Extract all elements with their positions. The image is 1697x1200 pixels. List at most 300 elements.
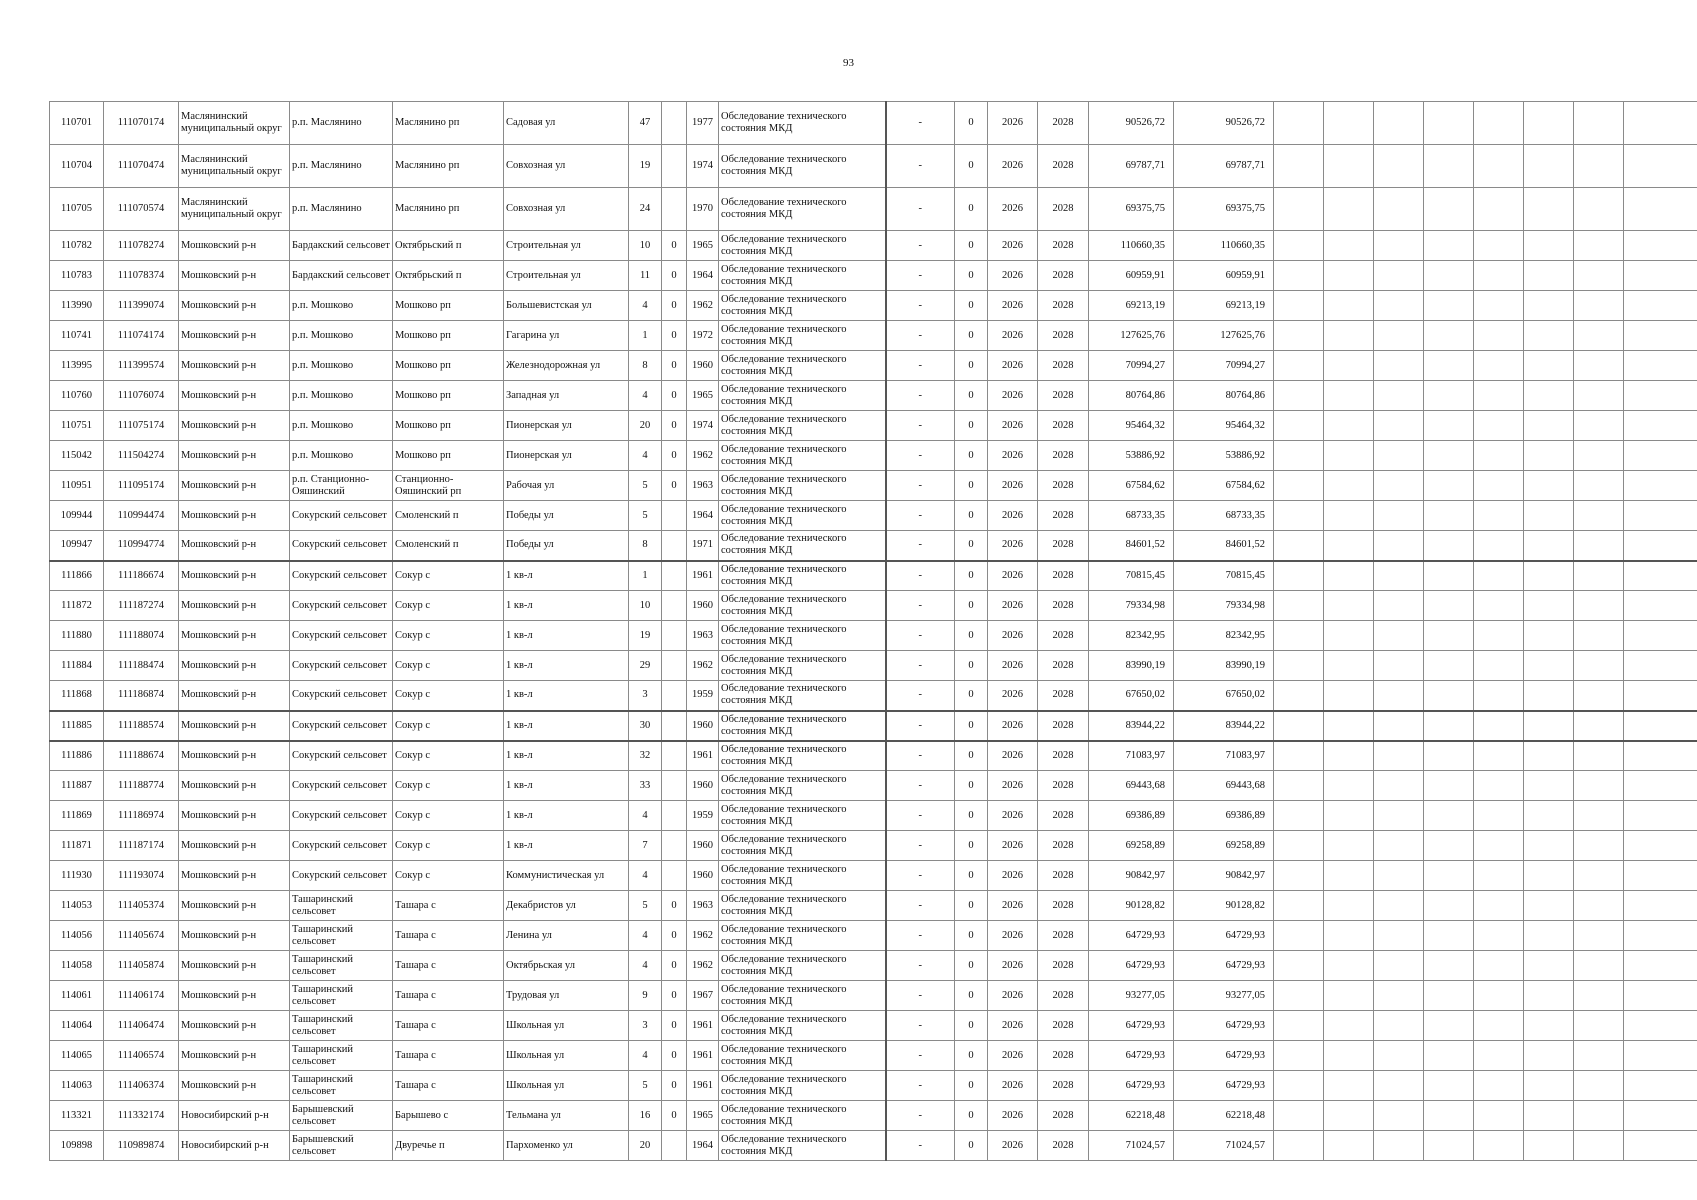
cell-empty [1374, 831, 1424, 861]
cell-empty [1274, 621, 1324, 651]
cell-dash: - [886, 188, 955, 231]
table-row [50, 501, 1697, 531]
cell-empty [1324, 501, 1374, 531]
cell-year: 1970 [687, 188, 719, 231]
cell-empty [1574, 231, 1624, 261]
cell-settlement: Сокурский сельсовет [290, 771, 393, 801]
cell-house: 29 [629, 651, 662, 681]
cell-house: 10 [629, 231, 662, 261]
cell-empty [1374, 801, 1424, 831]
cell-empty [1324, 1131, 1374, 1161]
cell-korpus [662, 621, 687, 651]
cell-street: Пархоменко ул [504, 1131, 629, 1161]
cell-locality: Мошково рп [393, 381, 504, 411]
cell-empty [1424, 501, 1474, 531]
cell-year-start: 2026 [988, 831, 1038, 861]
cell-empty [1274, 471, 1324, 501]
cell-empty [1574, 411, 1624, 441]
cell-work: Обследование технического состояния МКД [719, 771, 886, 801]
cell-year: 1974 [687, 411, 719, 441]
cell-empty [1574, 1131, 1624, 1161]
cell-empty [1274, 1011, 1324, 1041]
cell-empty [1424, 771, 1474, 801]
cell-empty [1624, 291, 1697, 321]
cell-year: 1960 [687, 351, 719, 381]
cell-settlement: Сокурский сельсовет [290, 501, 393, 531]
cell-work: Обследование технического состояния МКД [719, 801, 886, 831]
cell-id: 113321 [50, 1101, 104, 1131]
cell-settlement: Бардакский сельсовет [290, 261, 393, 291]
cell-id: 111871 [50, 831, 104, 861]
table-row [50, 231, 1697, 261]
table-row [50, 891, 1697, 921]
table-row [50, 651, 1697, 681]
cell-zero: 0 [955, 921, 988, 951]
cell-year-end: 2028 [1038, 801, 1089, 831]
cell-locality: Мошково рп [393, 321, 504, 351]
cell-street: Пионерская ул [504, 441, 629, 471]
cell-locality: Мошково рп [393, 441, 504, 471]
cell-cost: 69258,89 [1089, 831, 1174, 861]
cell-year: 1962 [687, 441, 719, 471]
cell-empty [1474, 291, 1524, 321]
cell-empty [1424, 591, 1474, 621]
cell-zero: 0 [955, 741, 988, 771]
cell-empty [1524, 561, 1574, 591]
table-row [50, 1101, 1697, 1131]
cell-work: Обследование технического состояния МКД [719, 351, 886, 381]
cell-empty [1524, 188, 1574, 231]
cell-locality: Сокур с [393, 561, 504, 591]
cell-empty [1524, 471, 1574, 501]
table-row [50, 801, 1697, 831]
cell-empty [1374, 891, 1424, 921]
cell-year-end: 2028 [1038, 561, 1089, 591]
cell-code: 111187274 [104, 591, 179, 621]
cell-year: 1972 [687, 321, 719, 351]
cell-district: Мошковский р-н [179, 591, 290, 621]
cell-year-end: 2028 [1038, 531, 1089, 561]
cell-street: 1 кв-л [504, 561, 629, 591]
cell-year-end: 2028 [1038, 411, 1089, 441]
cell-empty [1474, 1071, 1524, 1101]
cell-empty [1424, 351, 1474, 381]
cell-work: Обследование технического состояния МКД [719, 1071, 886, 1101]
cell-empty [1274, 741, 1324, 771]
cell-zero: 0 [955, 1071, 988, 1101]
cell-district: Мошковский р-н [179, 681, 290, 711]
cell-cost: 110660,35 [1089, 231, 1174, 261]
cell-zero: 0 [955, 471, 988, 501]
cell-code: 111074174 [104, 321, 179, 351]
cell-street: Рабочая ул [504, 471, 629, 501]
cell-house: 5 [629, 501, 662, 531]
cell-id: 114063 [50, 1071, 104, 1101]
cell-street: 1 кв-л [504, 771, 629, 801]
cell-empty [1424, 231, 1474, 261]
cell-empty [1474, 471, 1524, 501]
cell-zero: 0 [955, 891, 988, 921]
cell-empty [1474, 231, 1524, 261]
cell-settlement: р.п. Маслянино [290, 145, 393, 188]
cell-empty [1624, 711, 1697, 741]
cell-code: 111405374 [104, 891, 179, 921]
cell-empty [1424, 1131, 1474, 1161]
cell-district: Мошковский р-н [179, 891, 290, 921]
cell-street: Большевистская ул [504, 291, 629, 321]
cell-empty [1424, 381, 1474, 411]
cell-empty [1274, 261, 1324, 291]
cell-empty [1274, 771, 1324, 801]
cell-empty [1624, 921, 1697, 951]
cell-empty [1374, 621, 1424, 651]
cell-code: 111188074 [104, 621, 179, 651]
cell-street: Победы ул [504, 531, 629, 561]
cell-code: 111078274 [104, 231, 179, 261]
cell-empty [1574, 381, 1624, 411]
cell-id: 110783 [50, 261, 104, 291]
cell-empty [1324, 411, 1374, 441]
cell-empty [1524, 411, 1574, 441]
cell-house: 8 [629, 351, 662, 381]
cell-cost-total: 90128,82 [1174, 891, 1274, 921]
cell-cost-total: 68733,35 [1174, 501, 1274, 531]
cell-year: 1974 [687, 145, 719, 188]
cell-korpus: 0 [662, 441, 687, 471]
cell-empty [1474, 891, 1524, 921]
cell-year-end: 2028 [1038, 381, 1089, 411]
cell-dash: - [886, 801, 955, 831]
cell-empty [1274, 951, 1324, 981]
cell-cost-total: 69787,71 [1174, 145, 1274, 188]
cell-empty [1324, 741, 1374, 771]
cell-year-start: 2026 [988, 591, 1038, 621]
cell-cost-total: 64729,93 [1174, 1011, 1274, 1041]
cell-work: Обследование технического состояния МКД [719, 951, 886, 981]
cell-year: 1961 [687, 741, 719, 771]
cell-empty [1324, 471, 1374, 501]
cell-dash: - [886, 291, 955, 321]
cell-street: Победы ул [504, 501, 629, 531]
cell-empty [1624, 771, 1697, 801]
cell-empty [1274, 561, 1324, 591]
table-row [50, 561, 1697, 591]
table-row [50, 411, 1697, 441]
cell-cost: 82342,95 [1089, 621, 1174, 651]
cell-cost-total: 69213,19 [1174, 291, 1274, 321]
cell-korpus: 0 [662, 471, 687, 501]
cell-empty [1524, 711, 1574, 741]
cell-empty [1424, 621, 1474, 651]
cell-year: 1962 [687, 921, 719, 951]
cell-empty [1524, 771, 1574, 801]
cell-house: 33 [629, 771, 662, 801]
cell-work: Обследование технического состояния МКД [719, 441, 886, 471]
cell-empty [1474, 145, 1524, 188]
cell-work: Обследование технического состояния МКД [719, 261, 886, 291]
cell-house: 5 [629, 891, 662, 921]
cell-street: Ленина ул [504, 921, 629, 951]
cell-korpus: 0 [662, 891, 687, 921]
cell-empty [1374, 411, 1424, 441]
cell-cost-total: 62218,48 [1174, 1101, 1274, 1131]
cell-empty [1524, 681, 1574, 711]
cell-cost-total: 64729,93 [1174, 951, 1274, 981]
cell-zero: 0 [955, 261, 988, 291]
cell-settlement: Сокурский сельсовет [290, 621, 393, 651]
cell-korpus [662, 831, 687, 861]
cell-empty [1624, 831, 1697, 861]
cell-settlement: р.п. Мошково [290, 441, 393, 471]
cell-year-end: 2028 [1038, 1131, 1089, 1161]
cell-cost: 64729,93 [1089, 1011, 1174, 1041]
cell-house: 10 [629, 591, 662, 621]
cell-empty [1524, 1131, 1574, 1161]
cell-empty [1574, 1041, 1624, 1071]
cell-house: 20 [629, 411, 662, 441]
cell-year-end: 2028 [1038, 231, 1089, 261]
cell-house: 47 [629, 102, 662, 145]
cell-settlement: Барышевский сельсовет [290, 1101, 393, 1131]
cell-cost-total: 69386,89 [1174, 801, 1274, 831]
cell-settlement: Сокурский сельсовет [290, 681, 393, 711]
cell-empty [1474, 621, 1524, 651]
cell-empty [1274, 981, 1324, 1011]
cell-zero: 0 [955, 145, 988, 188]
cell-year-start: 2026 [988, 261, 1038, 291]
cell-street: Строительная ул [504, 231, 629, 261]
cell-house: 8 [629, 531, 662, 561]
cell-year-end: 2028 [1038, 1041, 1089, 1071]
cell-street: Совхозная ул [504, 188, 629, 231]
cell-street: 1 кв-л [504, 621, 629, 651]
cell-house: 5 [629, 1071, 662, 1101]
cell-empty [1574, 621, 1624, 651]
cell-cost: 90842,97 [1089, 861, 1174, 891]
cell-id: 111869 [50, 801, 104, 831]
cell-empty [1274, 381, 1324, 411]
cell-district: Мошковский р-н [179, 321, 290, 351]
cell-id: 114065 [50, 1041, 104, 1071]
cell-id: 114056 [50, 921, 104, 951]
cell-empty [1624, 861, 1697, 891]
cell-year: 1961 [687, 1041, 719, 1071]
cell-empty [1574, 831, 1624, 861]
cell-cost-total: 70815,45 [1174, 561, 1274, 591]
cell-district: Маслянинский муниципальный округ [179, 102, 290, 145]
cell-empty [1424, 261, 1474, 291]
cell-id: 111866 [50, 561, 104, 591]
cell-settlement: Барышевский сельсовет [290, 1131, 393, 1161]
cell-empty [1324, 681, 1374, 711]
cell-locality: Ташара с [393, 951, 504, 981]
cell-empty [1474, 651, 1524, 681]
cell-house: 4 [629, 861, 662, 891]
cell-zero: 0 [955, 831, 988, 861]
cell-empty [1474, 1041, 1524, 1071]
cell-empty [1274, 861, 1324, 891]
cell-id: 111872 [50, 591, 104, 621]
table-row [50, 591, 1697, 621]
cell-work: Обследование технического состояния МКД [719, 1101, 886, 1131]
cell-empty [1424, 741, 1474, 771]
cell-empty [1624, 381, 1697, 411]
cell-settlement: Сокурский сельсовет [290, 711, 393, 741]
cell-street: 1 кв-л [504, 651, 629, 681]
cell-empty [1324, 711, 1374, 741]
cell-zero: 0 [955, 351, 988, 381]
cell-korpus [662, 501, 687, 531]
cell-zero: 0 [955, 102, 988, 145]
cell-empty [1624, 1131, 1697, 1161]
cell-settlement: Ташаринский сельсовет [290, 891, 393, 921]
cell-empty [1474, 741, 1524, 771]
cell-empty [1424, 561, 1474, 591]
cell-empty [1374, 741, 1424, 771]
cell-id: 114064 [50, 1011, 104, 1041]
cell-cost-total: 110660,35 [1174, 231, 1274, 261]
cell-id: 115042 [50, 441, 104, 471]
cell-empty [1474, 441, 1524, 471]
cell-dash: - [886, 231, 955, 261]
cell-year: 1965 [687, 231, 719, 261]
cell-settlement: р.п. Станционно-Ояшинский [290, 471, 393, 501]
cell-work: Обследование технического состояния МКД [719, 1041, 886, 1071]
cell-locality: Двуречье п [393, 1131, 504, 1161]
cell-cost: 80764,86 [1089, 381, 1174, 411]
cell-locality: Мошково рп [393, 291, 504, 321]
cell-empty [1324, 321, 1374, 351]
cell-empty [1474, 261, 1524, 291]
cell-cost-total: 79334,98 [1174, 591, 1274, 621]
cell-district: Мошковский р-н [179, 711, 290, 741]
cell-locality: Мошково рп [393, 411, 504, 441]
cell-locality: Сокур с [393, 771, 504, 801]
cell-dash: - [886, 411, 955, 441]
cell-empty [1524, 351, 1574, 381]
cell-settlement: Ташаринский сельсовет [290, 1011, 393, 1041]
cell-cost-total: 90842,97 [1174, 861, 1274, 891]
cell-street: 1 кв-л [504, 681, 629, 711]
cell-empty [1274, 291, 1324, 321]
cell-empty [1424, 981, 1474, 1011]
cell-dash: - [886, 591, 955, 621]
cell-cost-total: 67584,62 [1174, 471, 1274, 501]
cell-code: 111504274 [104, 441, 179, 471]
cell-year-end: 2028 [1038, 291, 1089, 321]
cell-empty [1424, 188, 1474, 231]
cell-work: Обследование технического состояния МКД [719, 1131, 886, 1161]
cell-year: 1963 [687, 471, 719, 501]
cell-code: 110989874 [104, 1131, 179, 1161]
cell-empty [1574, 741, 1624, 771]
cell-id: 109898 [50, 1131, 104, 1161]
cell-korpus [662, 1131, 687, 1161]
cell-cost-total: 84601,52 [1174, 531, 1274, 561]
cell-cost: 53886,92 [1089, 441, 1174, 471]
cell-empty [1274, 711, 1324, 741]
cell-zero: 0 [955, 681, 988, 711]
cell-year: 1964 [687, 501, 719, 531]
cell-empty [1424, 411, 1474, 441]
cell-empty [1524, 741, 1574, 771]
cell-district: Мошковский р-н [179, 951, 290, 981]
cell-empty [1424, 321, 1474, 351]
cell-empty [1624, 231, 1697, 261]
cell-empty [1574, 1071, 1624, 1101]
cell-locality: Станционно-Ояшинский рп [393, 471, 504, 501]
cell-empty [1574, 351, 1624, 381]
cell-district: Мошковский р-н [179, 981, 290, 1011]
cell-dash: - [886, 711, 955, 741]
cell-settlement: Сокурский сельсовет [290, 861, 393, 891]
cell-empty [1274, 891, 1324, 921]
cell-locality: Мошково рп [393, 351, 504, 381]
cell-empty [1324, 1011, 1374, 1041]
cell-house: 5 [629, 471, 662, 501]
cell-empty [1624, 681, 1697, 711]
cell-empty [1474, 1131, 1524, 1161]
cell-empty [1374, 145, 1424, 188]
cell-year-end: 2028 [1038, 1071, 1089, 1101]
cell-empty [1324, 801, 1374, 831]
cell-year-start: 2026 [988, 1101, 1038, 1131]
cell-district: Мошковский р-н [179, 291, 290, 321]
cell-settlement: Сокурский сельсовет [290, 591, 393, 621]
cell-locality: Сокур с [393, 861, 504, 891]
cell-empty [1374, 441, 1424, 471]
cell-locality: Маслянино рп [393, 102, 504, 145]
cell-empty [1324, 291, 1374, 321]
cell-district: Мошковский р-н [179, 471, 290, 501]
cell-work: Обследование технического состояния МКД [719, 471, 886, 501]
cell-settlement: Ташаринский сельсовет [290, 951, 393, 981]
cell-korpus [662, 771, 687, 801]
cell-house: 16 [629, 1101, 662, 1131]
cell-settlement: р.п. Маслянино [290, 188, 393, 231]
cell-street: 1 кв-л [504, 591, 629, 621]
cell-year-end: 2028 [1038, 591, 1089, 621]
cell-code: 111186674 [104, 561, 179, 591]
cell-empty [1274, 411, 1324, 441]
cell-empty [1374, 561, 1424, 591]
cell-locality: Октябрьский п [393, 261, 504, 291]
cell-empty [1574, 145, 1624, 188]
cell-cost-total: 83990,19 [1174, 651, 1274, 681]
table-row [50, 351, 1697, 381]
cell-cost-total: 83944,22 [1174, 711, 1274, 741]
cell-empty [1624, 891, 1697, 921]
table-row [50, 1131, 1697, 1161]
cell-cost-total: 95464,32 [1174, 411, 1274, 441]
cell-year-start: 2026 [988, 531, 1038, 561]
cell-year-start: 2026 [988, 102, 1038, 145]
cell-empty [1524, 231, 1574, 261]
cell-id: 111930 [50, 861, 104, 891]
cell-year-start: 2026 [988, 1071, 1038, 1101]
cell-cost: 64729,93 [1089, 1071, 1174, 1101]
cell-korpus: 0 [662, 261, 687, 291]
cell-street: Декабристов ул [504, 891, 629, 921]
cell-district: Мошковский р-н [179, 1011, 290, 1041]
table-row [50, 951, 1697, 981]
cell-year: 1962 [687, 291, 719, 321]
cell-empty [1424, 891, 1474, 921]
cell-empty [1474, 321, 1524, 351]
cell-work: Обследование технического состояния МКД [719, 188, 886, 231]
cell-dash: - [886, 381, 955, 411]
cell-empty [1524, 801, 1574, 831]
